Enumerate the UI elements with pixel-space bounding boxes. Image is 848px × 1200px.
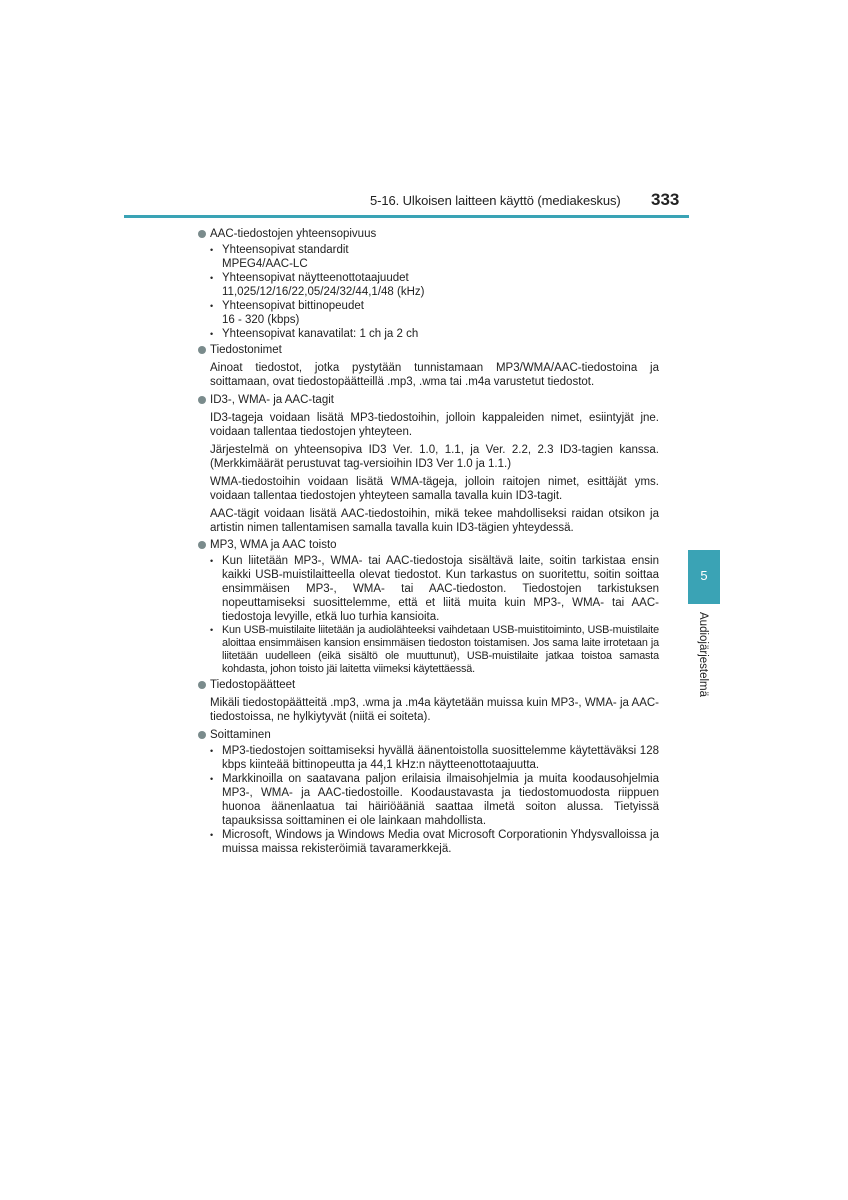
bullet-circle-icon bbox=[198, 681, 206, 689]
list-item-text: MP3-tiedostojen soittamiseksi hyvällä äänentoistolla suosittelemme käytettäväksi 128 kbps kiinteää bittinopeutta ja 44,1 kHz:n näytteenottotaajuutta. bbox=[222, 745, 659, 771]
paragraph: Mikäli tiedostopäätteitä .mp3, .wma ja .m4a käytetään muissa kuin MP3-, WMA- ja AAC-tiedostoissa, ne hylkiytyvät (niitä ei soiteta). bbox=[210, 697, 659, 723]
section-title: ID3-, WMA- ja AAC-tagit bbox=[210, 394, 334, 406]
section-heading bbox=[197, 728, 659, 742]
bullet-circle-icon bbox=[198, 230, 206, 238]
paragraph: Järjestelmä on yhteensopiva ID3 Ver. 1.0, 1.1, ja Ver. 2.2, 2.3 ID3-tagien kanssa. (Merkkimäärät perustuvat tag-versioihin ID3 Ver 1.0 ja 1.1.) bbox=[210, 444, 659, 470]
bullet-circle-icon bbox=[198, 731, 206, 739]
list-item-text: Kun liitetään MP3-, WMA- tai AAC-tiedostoja sisältävä laite, soitin tarkistaa ensin kaikki USB-muistilaitteella olevat tiedostot. Kun tarkastus on suoritettu, soitin soittaa ensimmäisen MP3-, WMA- tai AAC-tiedoston. Tiedostojen tarkistuksen nopeuttamiseksi suosittelemme, että et liitä muita kuin MP3-, WMA- tai AAC-tiedostoja levyille, etkä luo turhia kansioita. bbox=[222, 555, 659, 623]
list-item-text: Yhteensopivat näytteenottotaajuudet 11,025/12/16/22,05/24/32/44,1/48 (kHz) bbox=[222, 272, 425, 298]
section-title: Tiedostopäätteet bbox=[210, 679, 296, 691]
section-heading bbox=[197, 227, 659, 241]
header-title: 5-16. Ulkoisen laitteen käyttö (mediakeskus) bbox=[370, 193, 621, 208]
section-title: AAC-tiedostojen yhteensopivuus bbox=[210, 228, 377, 240]
list-item bbox=[210, 299, 659, 327]
section-title: MP3, WMA ja AAC toisto bbox=[210, 539, 337, 551]
list-item bbox=[210, 744, 659, 772]
chapter-number: 5 bbox=[700, 568, 708, 583]
page-number: 333 bbox=[651, 190, 680, 209]
section-file-extensions bbox=[197, 678, 659, 724]
list-item bbox=[210, 554, 659, 624]
list-item-text: Markkinoilla on saatavana paljon erilaisia ilmaisohjelmia ja muita koodausohjelmia MP3-, WMA- ja AAC-tiedostoille. Koodaustavasta ja tiedostomuodosta riippuen huonoa äänenlaatua tai häiriöääniä saattaa ilmetä soiton alussa. Tietyissä tapauksissa soittaminen ei ole lainkaan mahdollista. bbox=[222, 773, 659, 827]
list-item bbox=[210, 624, 659, 676]
bullet-circle-icon bbox=[198, 541, 206, 549]
paragraph: ID3-tageja voidaan lisätä MP3-tiedostoihin, jolloin kappaleiden nimet, esiintyjät jne. voidaan tallentaa tiedostojen yhteyteen. bbox=[210, 412, 659, 438]
section-aac-compatibility bbox=[197, 227, 659, 341]
list-item bbox=[210, 772, 659, 828]
sub-list bbox=[210, 554, 659, 676]
paragraph: WMA-tiedostoihin voidaan lisätä WMA-tägeja, jolloin raitojen nimet, esittäjät yms. voidaan tallentaa tiedostojen yhteyteen samalla tavalla kuin ID3-tagit. bbox=[210, 476, 659, 502]
sub-list bbox=[210, 243, 659, 341]
section-heading bbox=[197, 678, 659, 692]
section-heading bbox=[197, 538, 659, 552]
section-heading bbox=[197, 343, 659, 357]
section-heading bbox=[197, 393, 659, 407]
sub-list bbox=[210, 744, 659, 856]
list-item-text: Kun USB-muistilaite liitetään ja audiolähteeksi vaihdetaan USB-muistitoiminto, USB-muistilaite aloittaa ensimmäisen kansion ensimmäisen tiedoston toistamisen. Jos sama laite irrotetaan ja liitetään uudelleen (eikä sisältö ole muuttunut), USB-muistilaite jatkaa toistoa samasta kohdasta, johon toisto jäi laitetta viimeksi käytettäessä. bbox=[222, 624, 659, 675]
bullet-circle-icon bbox=[198, 346, 206, 354]
section-tags bbox=[197, 393, 659, 535]
list-item bbox=[210, 828, 659, 856]
list-item-text: Yhteensopivat standardit MPEG4/AAC-LC bbox=[222, 244, 349, 270]
list-item bbox=[210, 327, 659, 341]
content-body bbox=[197, 226, 659, 858]
list-item-text: Yhteensopivat bittinopeudet 16 - 320 (kbps) bbox=[222, 300, 364, 326]
header-rule bbox=[124, 215, 689, 218]
list-item-text: Microsoft, Windows ja Windows Media ovat Microsoft Corporationin Yhdysvalloissa ja muissa maissa rekisteröimiä tavaramerkkejä. bbox=[222, 829, 659, 855]
section-playback bbox=[197, 538, 659, 676]
list-item bbox=[210, 271, 659, 299]
section-file-names bbox=[197, 343, 659, 389]
section-playing bbox=[197, 728, 659, 856]
paragraph: Ainoat tiedostot, jotka pystytään tunnistamaan MP3/WMA/AAC-tiedostoina ja soittamaan, ovat tiedostopäätteillä .mp3, .wma tai .m4a varustetut tiedostot. bbox=[210, 362, 659, 388]
chapter-side-label: Audiojärjestelmä bbox=[697, 612, 709, 698]
section-title: Soittaminen bbox=[210, 729, 271, 741]
paragraph: AAC-tägit voidaan lisätä AAC-tiedostoihin, mikä tekee mahdolliseksi raidan otsikon ja artistin nimen tallentamisen samalla tavalla kuin ID3-tägien yhteydessä. bbox=[210, 508, 659, 534]
bullet-circle-icon bbox=[198, 396, 206, 404]
section-title: Tiedostonimet bbox=[210, 344, 282, 356]
list-item bbox=[210, 243, 659, 271]
list-item-text: Yhteensopivat kanavatilat: 1 ch ja 2 ch bbox=[222, 328, 419, 340]
chapter-tab bbox=[688, 550, 720, 604]
